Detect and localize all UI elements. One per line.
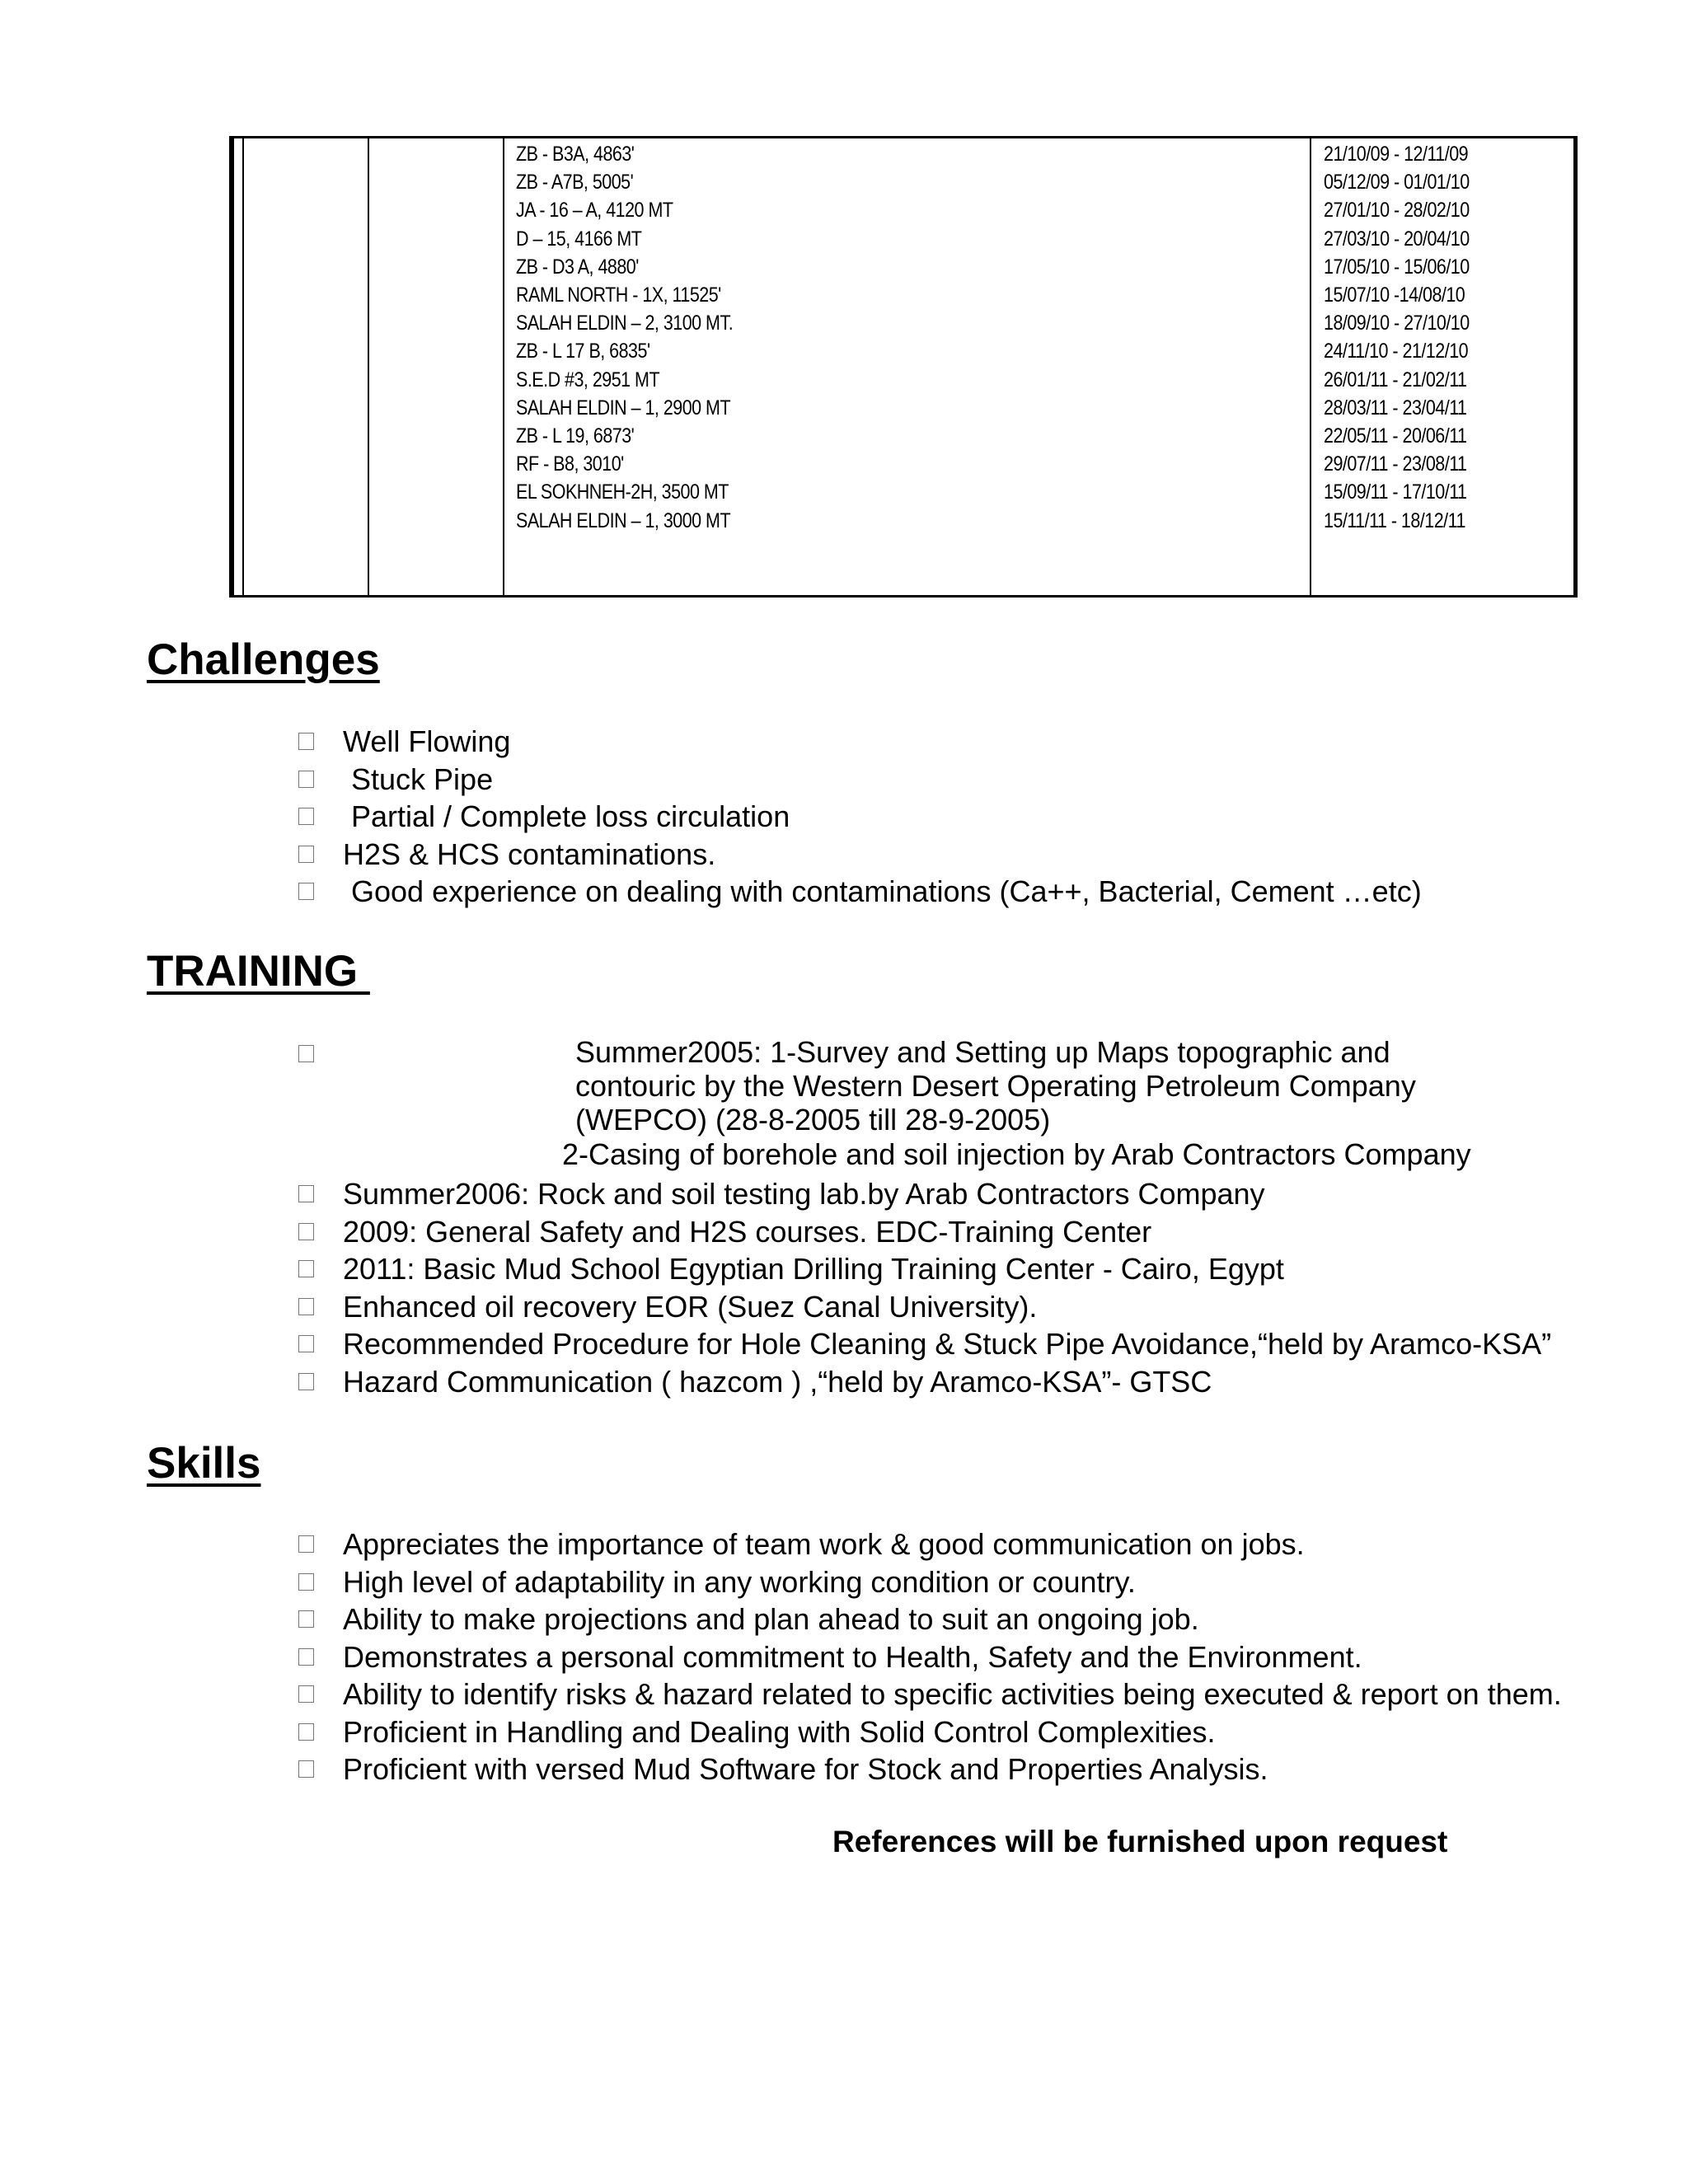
well-name: RF - B8, 3010' <box>516 452 624 476</box>
list-item-text: Enhanced oil recovery EOR (Suez Canal University). <box>343 1289 1038 1324</box>
bullet-box-icon <box>298 1723 314 1741</box>
list-item <box>298 1750 1562 1788</box>
bullet-box-icon <box>298 808 314 825</box>
list-item-text: Recommended Procedure for Hole Cleaning & Stuck Pipe Avoidance,“held by Aramco-KSA” <box>343 1327 1552 1361</box>
list-item-text: 2011: Basic Mud School Egyptian Drilling Training Center - Cairo, Egypt <box>343 1252 1284 1286</box>
wells-table <box>229 136 1578 598</box>
table-divider <box>242 138 244 595</box>
well-name: ZB - B3A, 4863' <box>516 143 635 166</box>
bullet-box-icon <box>298 733 314 750</box>
well-name: ZB - L 19, 6873' <box>516 424 635 448</box>
bullet-box-icon <box>298 1335 314 1352</box>
list-item <box>298 761 1422 799</box>
training-line: (WEPCO) (28-8-2005 till 28-9-2005) <box>575 1103 1051 1137</box>
list-item <box>298 1675 1562 1713</box>
list-item-text: Ability to make projections and plan ahead to suit an ongoing job. <box>343 1602 1199 1636</box>
skills-heading: Skills <box>147 1439 261 1488</box>
list-item-text: Proficient in Handling and Dealing with Solid Control Complexities. <box>343 1714 1216 1749</box>
well-dates: 21/10/09 - 12/11/09 <box>1324 143 1469 166</box>
well-dates: 18/09/10 - 27/10/10 <box>1324 312 1470 335</box>
bullet-box-icon <box>298 1223 314 1240</box>
list-item <box>298 723 1422 761</box>
references-note: References will be furnished upon request <box>832 1825 1448 1858</box>
well-name: EL SOKHNEH-2H, 3500 MT <box>516 480 729 504</box>
well-dates: 17/05/10 - 15/06/10 <box>1324 255 1470 279</box>
well-dates: 05/12/09 - 01/01/10 <box>1324 171 1470 194</box>
list-item <box>298 1638 1562 1676</box>
list-item <box>298 836 1422 874</box>
list-item-text: Hazard Communication ( hazcom ) ,“held by Aramco-KSA”- GTSC <box>343 1364 1212 1399</box>
training-line: 2-Casing of borehole and soil injection by Arab Contractors Company <box>562 1137 1471 1171</box>
list-item-text: Good experience on dealing with contaminations (Ca++, Bacterial, Cement …etc) <box>343 874 1422 908</box>
bullet-box-icon <box>298 1760 314 1778</box>
list-item-text: Summer2006: Rock and soil testing lab.by Arab Contractors Company <box>343 1177 1265 1211</box>
list-item <box>298 1288 1551 1326</box>
bullet-box-icon <box>298 1185 314 1202</box>
well-name: ZB - A7B, 5005' <box>516 171 634 194</box>
training-line: contouric by the Western Desert Operating Petroleum Company <box>575 1069 1416 1103</box>
bullet-box-icon <box>298 1260 314 1277</box>
bullet-box-icon <box>298 1573 314 1591</box>
well-name: SALAH ELDIN – 1, 3000 MT <box>516 509 731 532</box>
well-dates: 26/01/11 - 21/02/11 <box>1324 368 1467 391</box>
challenges-heading: Challenges <box>147 635 380 684</box>
skills-list <box>298 1526 1562 1788</box>
bullet-box-icon <box>298 1685 314 1703</box>
well-dates: 29/07/11 - 23/08/11 <box>1324 452 1467 476</box>
list-item-text: Ability to identify risks & hazard related to specific activities being executed & report on them. <box>343 1677 1562 1711</box>
list-item <box>298 1213 1551 1251</box>
table-divider <box>1310 138 1311 595</box>
bullet-box-icon <box>298 771 314 788</box>
list-item-text: Proficient with versed Mud Software for Stock and Properties Analysis. <box>343 1752 1268 1786</box>
challenges-list <box>298 723 1422 911</box>
list-item-text: 2009: General Safety and H2S courses. EDC-Training Center <box>343 1214 1152 1249</box>
bullet-box-icon <box>298 1535 314 1553</box>
well-name: D – 15, 4166 MT <box>516 227 642 251</box>
training-list <box>298 1175 1551 1400</box>
list-item-text: H2S & HCS contaminations. <box>343 837 716 871</box>
bullet-box-icon <box>298 1298 314 1315</box>
bullet-box-icon <box>298 1045 314 1062</box>
dates-column <box>1324 140 1470 535</box>
list-item <box>298 1713 1562 1751</box>
list-item-text: Demonstrates a personal commitment to Health, Safety and the Environment. <box>343 1639 1362 1674</box>
list-item <box>298 1250 1551 1288</box>
well-name: SALAH ELDIN – 2, 3100 MT. <box>516 312 734 335</box>
bullet-box-icon <box>298 883 314 900</box>
list-item-text: Appreciates the importance of team work & good communication on jobs. <box>343 1527 1305 1561</box>
well-name: JA - 16 – A, 4120 MT <box>516 199 673 223</box>
bullet-box-icon <box>298 846 314 863</box>
well-name: S.E.D #3, 2951 MT <box>516 368 660 391</box>
list-item <box>298 1526 1562 1563</box>
bullet-box-icon <box>298 1648 314 1666</box>
list-item-text: Partial / Complete loss circulation <box>343 799 790 833</box>
well-name: RAML NORTH - 1X, 11525' <box>516 284 721 307</box>
well-dates: 15/09/11 - 17/10/11 <box>1324 480 1467 504</box>
list-item <box>298 1175 1551 1213</box>
bullet-box-icon <box>298 1373 314 1390</box>
list-item <box>298 873 1422 911</box>
list-item <box>298 798 1422 836</box>
table-divider <box>503 138 504 595</box>
well-dates: 24/11/10 - 21/12/10 <box>1324 340 1469 363</box>
table-divider <box>368 138 369 595</box>
well-name: SALAH ELDIN – 1, 2900 MT <box>516 396 731 419</box>
well-dates: 28/03/11 - 23/04/11 <box>1324 396 1467 419</box>
well-name: ZB - D3 A, 4880' <box>516 255 639 279</box>
list-item-text: High level of adaptability in any working condition or country. <box>343 1564 1136 1599</box>
well-dates: 15/07/10 -14/08/10 <box>1324 284 1465 307</box>
list-item <box>298 1363 1551 1401</box>
training-heading: TRAINING <box>147 947 370 996</box>
well-dates: 22/05/11 - 20/06/11 <box>1324 424 1467 448</box>
list-item-text: Well Flowing <box>343 724 511 758</box>
well-dates: 15/11/11 - 18/12/11 <box>1324 509 1465 532</box>
well-name: ZB - L 17 B, 6835' <box>516 340 650 363</box>
training-first-item <box>298 1035 1535 1175</box>
wells-column <box>516 140 733 535</box>
well-dates: 27/01/10 - 28/02/10 <box>1324 199 1470 223</box>
list-item <box>298 1601 1562 1638</box>
bullet-box-icon <box>298 1610 314 1628</box>
list-item <box>298 1563 1562 1601</box>
list-item <box>298 1325 1551 1363</box>
well-dates: 27/03/10 - 20/04/10 <box>1324 227 1470 251</box>
list-item-text: Stuck Pipe <box>343 762 494 796</box>
training-line: Summer2005: 1-Survey and Setting up Maps topographic and <box>575 1035 1390 1069</box>
